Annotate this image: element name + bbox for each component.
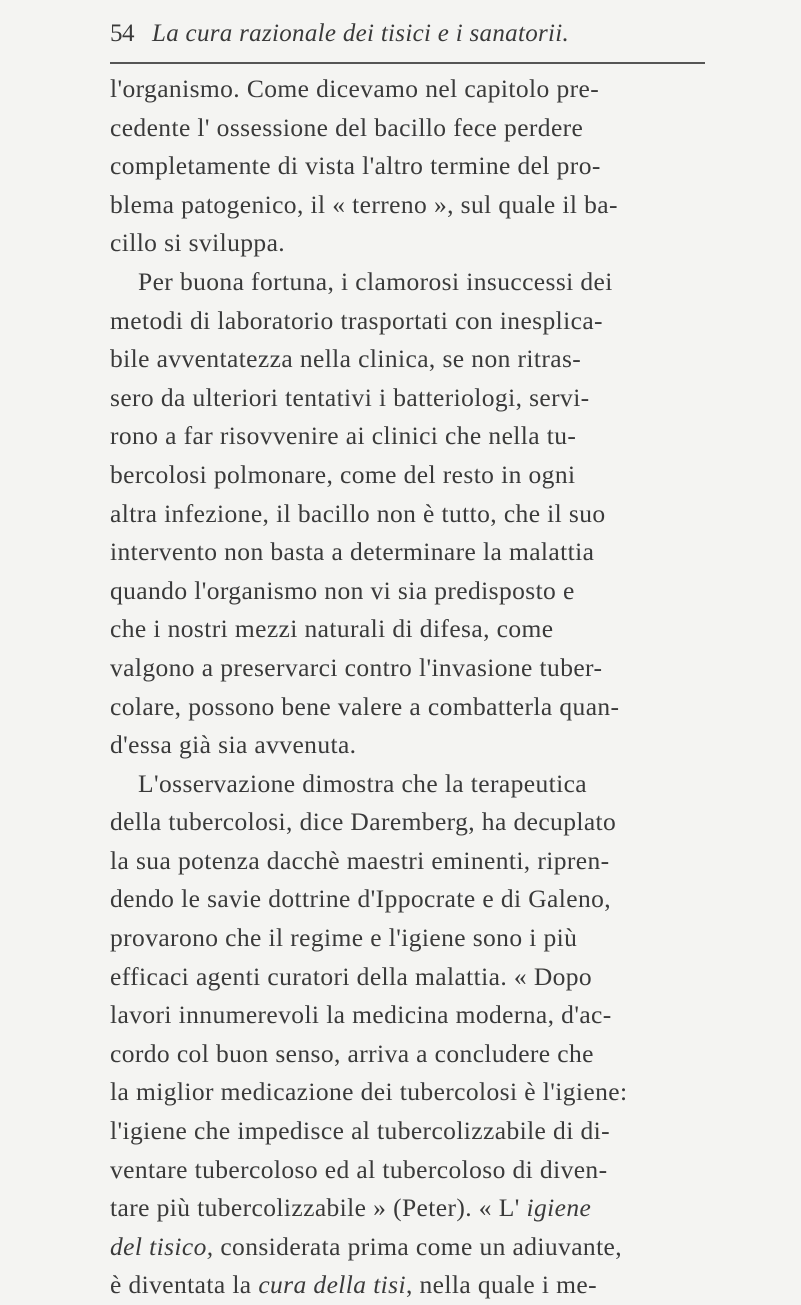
text-line: colare, possono bene valere a combatterla quan-: [110, 691, 620, 721]
running-title: La cura razionale dei tisici e i sanatorii.: [152, 20, 570, 47]
text-segment: è diventata la: [110, 1270, 259, 1300]
text-line: valgono a preservarci contro l'invasione tuber-: [110, 652, 603, 682]
italic-segment: del tisico,: [110, 1231, 214, 1261]
text-line: altra infezione, il bacillo non è tutto, che il suo: [110, 498, 606, 528]
text-line: ventare tubercoloso ed al tubercoloso di diven-: [110, 1154, 608, 1184]
text-line: d'essa già sia avvenuta.: [110, 730, 357, 760]
text-line: cedente l' ossessione del bacillo fece perdere: [110, 112, 584, 142]
text-line: [110, 1266, 720, 1305]
text-line: L'osservazione dimostra che la terapeutica: [138, 768, 588, 798]
italic-segment: igiene: [526, 1193, 592, 1223]
text-line: cillo si sviluppa.: [110, 228, 286, 258]
italic-segment: cura della tisi: [258, 1270, 406, 1300]
text-line: blema patogenico, il « terreno », sul quale il ba-: [110, 189, 618, 219]
page-header: [110, 20, 710, 58]
text-line: dendo le savie dottrine d'Ippocrate e di Galeno,: [110, 884, 612, 914]
text-line: [110, 1189, 720, 1228]
text-line: completamente di vista l'altro termine del pro-: [110, 151, 601, 181]
text-line: bile avventatezza nella clinica, se non ritras-: [110, 344, 582, 374]
page-number: 54: [110, 20, 134, 47]
text-line: lavori innumerevoli la medicina moderna, d'ac-: [110, 1000, 612, 1030]
text-line: che i nostri mezzi naturali di difesa, come: [110, 614, 554, 644]
text-line: metodi di laboratorio trasportati con inesplica-: [110, 305, 603, 335]
text-line: della tubercolosi, dice Daremberg, ha decuplato: [110, 807, 617, 837]
header-rule: [110, 62, 705, 64]
text-line: l'igiene che impedisce al tubercolizzabile di di-: [110, 1116, 610, 1146]
text-line: la miglior medicazione dei tubercolosi è l'igiene:: [110, 1077, 628, 1107]
text-line: Per buona fortuna, i clamorosi insuccessi dei: [138, 266, 613, 296]
text-segment: considerata prima come un adiuvante,: [213, 1231, 623, 1261]
text-segment: , nella quale i me-: [405, 1270, 597, 1300]
text-line: la sua potenza dacchè maestri eminenti, ripren-: [110, 845, 610, 875]
text-line: cordo col buon senso, arriva a concludere che: [110, 1038, 594, 1068]
text-line: efficaci agenti curatori della malattia. « Dopo: [110, 961, 593, 991]
text-line: sero da ulteriori tentativi i batteriologi, servi-: [110, 382, 590, 412]
body-text: [110, 70, 720, 1305]
text-line: rono a far risovvenire ai clinici che nella tu-: [110, 421, 577, 451]
text-line: provarono che il regime e l'igiene sono i più: [110, 923, 578, 953]
text-line: [110, 1228, 720, 1267]
text-line: quando l'organismo non vi sia predisposto e: [110, 575, 575, 605]
text-line: bercolosi polmonare, come del resto in ogni: [110, 459, 576, 489]
text-line: intervento non basta a determinare la malattia: [110, 537, 595, 567]
text-line: l'organismo. Come dicevamo nel capitolo pre-: [110, 74, 600, 103]
text-segment: tare più tubercolizzabile » (Peter). « L': [110, 1193, 527, 1223]
